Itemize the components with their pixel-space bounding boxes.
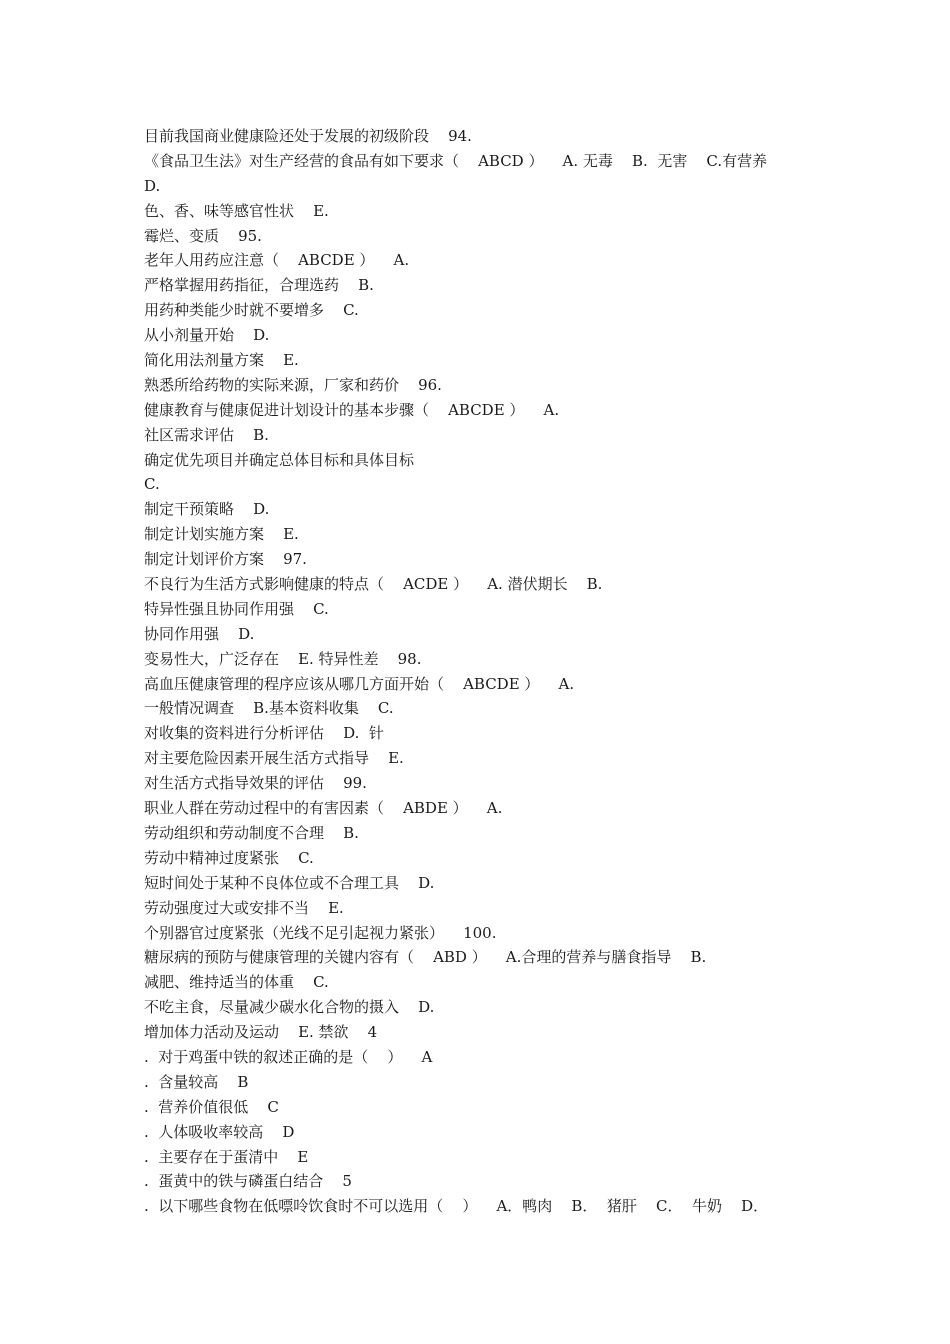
text-line: . 主要存在于蛋清中 E — [144, 1147, 309, 1166]
text-line: 制定干预策略 D. — [144, 500, 270, 519]
text-line: 减肥、维持适当的体重 C. — [144, 973, 329, 992]
text-line: . 含量较高 B — [144, 1072, 249, 1091]
text-line: 变易性大，广泛存在 E. 特异性差 98. — [144, 649, 422, 668]
text-line: 糖尿病的预防与健康管理的关键内容有（ ABD ） A.合理的营养与膳食指导 B. — [144, 948, 707, 967]
text-line: 特异性强且协同作用强 C. — [144, 599, 329, 618]
text-line: 一般情况调查 B.基本资料收集 C. — [144, 699, 394, 718]
text-line: 劳动组织和劳动制度不合理 B. — [144, 823, 359, 842]
text-line: 不良行为生活方式影响健康的特点（ ACDE ） A. 潜伏期长 B. — [144, 575, 603, 594]
text-line: 目前我国商业健康险还处于发展的初级阶段 94. — [144, 127, 472, 145]
text-line: . 人体吸收率较高 D — [144, 1122, 295, 1141]
text-line: 不吃主食，尽量减少碳水化合物的摄入 D. — [144, 998, 435, 1017]
text-line: 老年人用药应注意（ ABCDE ） A. — [144, 251, 410, 270]
text-line: 制定计划评价方案 97. — [144, 550, 307, 569]
text-line: 制定计划实施方案 E. — [144, 525, 299, 544]
text-line: 短时间处于某种不良体位或不合理工具 D. — [144, 873, 435, 892]
text-line: . 对于鸡蛋中铁的叙述正确的是（ ） A — [144, 1047, 433, 1066]
document-page — [144, 124, 824, 1219]
text-line: 个别器官过度紧张（光线不足引起视力紧张） 100. — [144, 923, 497, 942]
text-line: 严格掌握用药指征，合理选药 B. — [144, 276, 374, 295]
text-line: 劳动强度过大或安排不当 E. — [144, 898, 344, 917]
text-line: . 蛋黄中的铁与磷蛋白结合 5 — [144, 1172, 352, 1191]
text-line: 对收集的资料进行分析评估 D. 针 — [144, 724, 384, 743]
text-line: 协同作用强 D. — [144, 624, 255, 643]
text-line: 简化用法剂量方案 E. — [144, 351, 299, 370]
text-line: 对生活方式指导效果的评估 99. — [144, 774, 367, 793]
text-line: 霉烂、变质 95. — [144, 226, 262, 245]
text-line: 从小剂量开始 D. — [144, 326, 270, 345]
text-line: 色、香、味等感官性状 E. — [144, 201, 329, 220]
text-line: . 营养价值很低 C — [144, 1097, 279, 1116]
text-line: 增加体力活动及运动 E. 禁欲 4 — [144, 1023, 378, 1042]
text-line: 社区需求评估 B. — [144, 425, 269, 444]
text-line: 确定优先项目并确定总体目标和具体目标 — [144, 450, 415, 469]
text-line: 对主要危险因素开展生活方式指导 E. — [144, 749, 404, 768]
text-line: 《食品卫生法》对生产经营的食品有如下要求（ ABCD ） A. 无毒 B. 无害 C.有营养 — [144, 151, 768, 170]
text-line: 职业人群在劳动过程中的有害因素（ ABDE ） A. — [144, 799, 503, 818]
text-line: C. — [144, 475, 160, 494]
text-line: 高血压健康管理的程序应该从哪几方面开始（ ABCDE ） A. — [144, 674, 575, 693]
text-line: 用药种类能少时就不要增多 C. — [144, 301, 359, 320]
text-line: 劳动中精神过度紧张 C. — [144, 848, 314, 867]
text-line: 健康教育与健康促进计划设计的基本步骤（ ABCDE ） A. — [144, 400, 560, 419]
text-line: D. — [144, 176, 161, 195]
text-line: 熟悉所给药物的实际来源，厂家和药价 96. — [144, 375, 442, 394]
text-line: . 以下哪些食物在低嘌呤饮食时不可以选用（ ） A．鸭肉 B． 猪肝 C． 牛奶 D． — [144, 1197, 769, 1216]
